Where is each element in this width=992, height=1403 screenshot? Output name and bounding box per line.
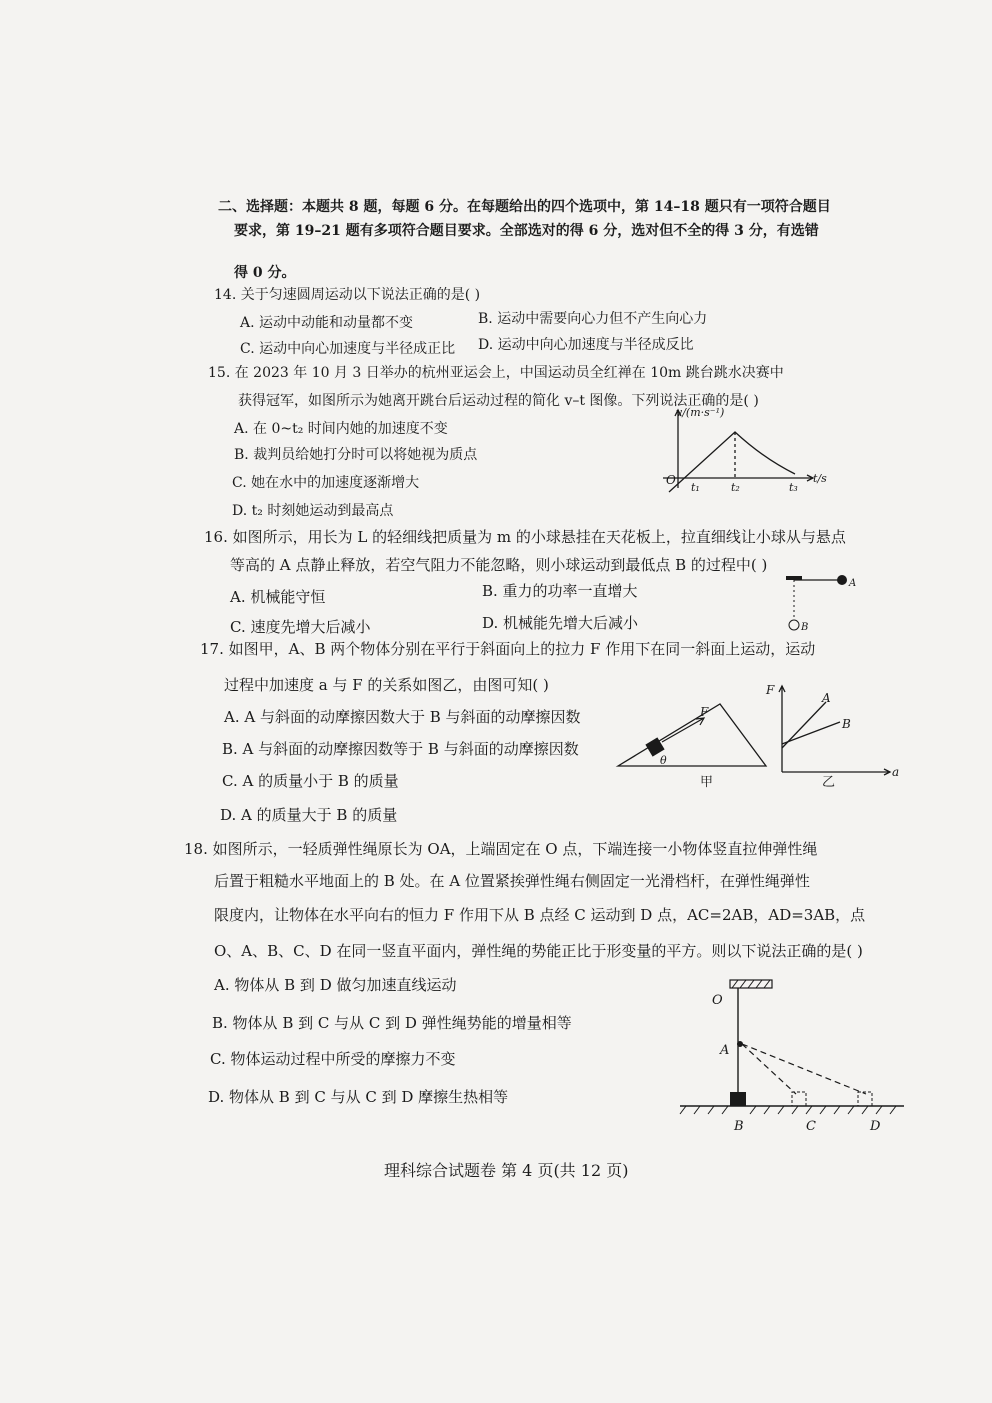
- q15-x-label: t/s: [813, 472, 827, 485]
- q17-force-label: F: [700, 705, 709, 719]
- section-header-line2: 要求，第 19–21 题有多项符合题目要求。全部选对的得 6 分，选对但不全的得 3 分，有选错: [234, 223, 819, 239]
- ball-at-a: [837, 575, 847, 585]
- q15-option-c: C. 她在水中的加速度逐渐增大: [232, 475, 420, 491]
- q16-label-b: B: [801, 622, 809, 633]
- q17-y-label: F: [766, 683, 775, 697]
- q18-stem-line1: 18. 如图所示，一轻质弹性绳原长为 OA，上端固定在 O 点，下端连接一小物体竖直拉伸弹性绳: [184, 840, 818, 858]
- rope-to-c: [742, 1044, 796, 1094]
- q18-label-a: A: [720, 1043, 730, 1058]
- q16-stem-line1: 16. 如图所示，用长为 L 的轻细线把质量为 m 的小球悬挂在天花板上，拉直细线让小球从与悬点: [204, 528, 846, 546]
- q18-option-d: D. 物体从 B 到 C 与从 C 到 D 摩擦生热相等: [208, 1088, 509, 1106]
- q16-label-a: A: [849, 578, 857, 589]
- object-at-b: [730, 1092, 746, 1106]
- q16-option-a: A. 机械能守恒: [230, 588, 326, 606]
- q15-y-label: v/(m·s⁻¹): [676, 406, 725, 419]
- q17-line-b: [782, 722, 840, 744]
- q16-option-b: B. 重力的功率一直增大: [482, 582, 638, 600]
- q18-label-c: C: [806, 1119, 816, 1134]
- q16-pendulum-figure: [780, 568, 860, 638]
- q15-vt-graph: [655, 400, 835, 500]
- q14-option-b: B. 运动中需要向心力但不产生向心力: [478, 311, 708, 327]
- q15-stem-line1: 15. 在 2023 年 10 月 3 日举办的杭州亚运会上，中国运动员全红禅在 10m 跳台跳水决赛中: [208, 365, 784, 381]
- q18-stem-line3: 限度内，让物体在水平向右的恒力 F 作用下从 B 点经 C 运动到 D 点，AC=2AB，AD=3AB，点: [214, 906, 866, 924]
- ball-at-b: [789, 620, 799, 630]
- q17-option-a: A. A 与斜面的动摩擦因数大于 B 与斜面的动摩擦因数: [224, 708, 581, 726]
- q17-caption-yi: 乙: [822, 775, 836, 790]
- section-header-line1: 二、选择题：本题共 8 题，每题 6 分。在每题给出的四个选项中，第 14–18 题只有一项符合题目: [218, 199, 831, 215]
- q17-line-b-label: B: [842, 717, 851, 731]
- q15-option-a: A. 在 0~t₂ 时间内她的加速度不变: [234, 421, 448, 437]
- q17-stem-line2: 过程中加速度 a 与 F 的关系如图乙，由图可知( ): [224, 676, 549, 694]
- q18-label-b: B: [734, 1119, 744, 1134]
- page-footer: 理科综合试题卷 第 4 页(共 12 页): [384, 1161, 629, 1180]
- q18-option-a: A. 物体从 B 到 D 做匀加速直线运动: [214, 976, 457, 994]
- q16-option-c: C. 速度先增大后减小: [230, 618, 371, 636]
- q17-option-b: B. A 与斜面的动摩擦因数等于 B 与斜面的动摩擦因数: [222, 740, 579, 758]
- q17-option-c: C. A 的质量小于 B 的质量: [222, 772, 399, 790]
- q15-option-d: D. t₂ 时刻她运动到最高点: [232, 503, 394, 519]
- q18-stem-line4: O、A、B、C、D 在同一竖直平面内，弹性绳的势能正比于形变量的平方。则以下说法正确的是( ): [214, 942, 863, 960]
- force-arrow: [662, 718, 704, 742]
- q17-stem-line1: 17. 如图甲，A、B 两个物体分别在平行于斜面向上的拉力 F 作用下在同一斜面上运动，运动: [200, 640, 816, 658]
- q15-t3-label: t₃: [789, 481, 798, 494]
- object-at-c: [792, 1092, 806, 1106]
- q17-theta-label: θ: [660, 754, 667, 767]
- q17-option-d: D. A 的质量大于 B 的质量: [220, 806, 398, 824]
- q16-stem-line2: 等高的 A 点静止释放，若空气阻力不能忽略，则小球运动到最低点 B 的过程中( ): [230, 556, 768, 574]
- q14-option-a: A. 运动中动能和动量都不变: [240, 315, 414, 331]
- section-header-line3: 得 0 分。: [234, 265, 296, 281]
- q16-option-d: D. 机械能先增大后减小: [482, 614, 639, 632]
- q17-line-a-label: A: [822, 691, 831, 705]
- q14-option-d: D. 运动中向心加速度与半径成反比: [478, 337, 694, 353]
- q15-option-b: B. 裁判员给她打分时可以将她视为质点: [234, 447, 478, 463]
- q17-incline-figure: [600, 690, 780, 790]
- q17-x-label: a: [892, 765, 900, 779]
- q18-stem-line2: 后置于粗糙水平地面上的 B 处。在 A 位置紧挨弹性绳右侧固定一光滑档杆，在弹性绳弹性: [214, 872, 810, 890]
- q18-option-c: C. 物体运动过程中所受的摩擦力不变: [210, 1050, 456, 1068]
- q14-option-c: C. 运动中向心加速度与半径成正比: [240, 341, 456, 357]
- q18-label-o: O: [712, 993, 723, 1008]
- q14-stem: 14. 关于匀速圆周运动以下说法正确的是( ): [214, 287, 481, 303]
- q15-origin: O: [666, 473, 676, 487]
- q15-t2-label: t₂: [731, 481, 740, 494]
- q17-caption-jia: 甲: [700, 775, 714, 790]
- q15-stem-line2: 获得冠军，如图所示为她离开跳台后运动过程的简化 v–t 图像。下列说法正确的是( ): [238, 393, 759, 409]
- q17-af-graph: [760, 676, 910, 790]
- incline-triangle: [618, 704, 766, 766]
- q18-label-d: D: [870, 1119, 881, 1134]
- rope-to-d: [742, 1044, 866, 1094]
- q15-t1-label: t₁: [691, 481, 700, 494]
- q18-elastic-rope-figure: [672, 974, 912, 1138]
- q18-option-b: B. 物体从 B 到 C 与从 C 到 D 弹性绳势能的增量相等: [212, 1014, 572, 1032]
